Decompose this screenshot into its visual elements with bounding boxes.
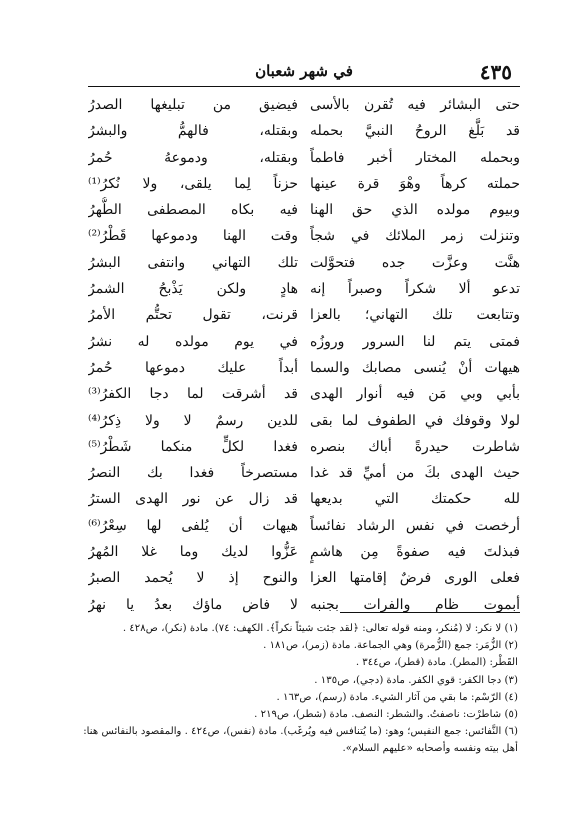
verse-second-hemistich: قد زال عن نور الهدى السترُ [88,491,298,508]
verse-first-hemistich: لولا وقوفك في الطفوف لما بقى [310,412,520,429]
verse-second-hemistich: وبقتله، فالهمُّ والبشرُ [88,123,298,140]
verse-second-hemistich: مستصرخاً فغدا بك النصرُ [88,465,298,482]
verse-first-hemistich: حملته كرهاً وهْوَ قرة عينها [310,175,520,192]
poem-left-column [88,92,298,618]
verse-second-hemistich: فيضيق من تبليغها الصدرُ [88,97,298,113]
verse-first-hemistich: لله حكمتك التي بديعها [310,491,520,508]
verse-second-hemistich: والنوح إذ لا يُحمد الصبرُ [88,570,298,587]
verse-first-hemistich: قد بَلَّغ الروحُ النبيَّ بحمله [310,123,520,140]
verse-second-hemistich: وبقتله، ودموعهُ حُمرُ [88,149,298,166]
verse-first-hemistich: شاطرت حيدرةً أباك بنصره [310,438,520,455]
verse-first-hemistich: أبموت ظام والفرات بجنبه [310,596,520,613]
verse-first-hemistich: وبحمله المختار أخبر فاطماً [310,149,520,166]
footnote-divider [340,612,520,613]
footnote: (٥) شاطرْت: ناصفتُ. والشطر: النصف. مادة (شطر)، ص٢١٩ . [254,709,518,721]
poem [88,92,520,613]
footnote: (١) لا نكر: لا (مُنكر، ومنه قوله تعالى: ﴿لقد جئت شيئاً نكراً﴾. الكهف: ٧٤). مادة (نكر)، ص٤٢٨ . [122,623,518,634]
verse-second-hemistich: حزناً لِما يلقى، ولا نُكرُ⁽¹⁾ [88,175,298,192]
verse-first-hemistich: وتنزلت زمر الملائك في شجاً [310,228,520,245]
verse-first-hemistich: حتى البشائر فيه تُقرن بالأسى [310,97,520,113]
verse-first-hemistich: فمتى يتم لنا السرور وروزُه [310,333,520,350]
verse-first-hemistich: وتتابعت تلك التهاني؛ بالعزا [310,307,520,324]
running-title: في شهر شعبان [255,62,353,80]
verse-first-hemistich: بأبي وبي مَن فيه أنوار الهدى [310,386,520,403]
verse-second-hemistich: لا فاض ماؤك بعدُ يا نهرُ [88,596,298,613]
verse-first-hemistich: حيث الهدى بكَ من أميِّ قد غدا [310,465,520,482]
footnotes [80,620,518,758]
verse-second-hemistich: فيه بكاه المصطفى الطُّهرُ [88,202,298,219]
verse-first-hemistich: هنَّت وعزَّت جده فتحوَّلت [310,254,520,271]
verse-first-hemistich: وبيوم مولده الذي حق الهنا [310,202,520,219]
footnote: أهل بيته ونفسه وأصحابه «عليهم السلام». [342,743,518,755]
verse-first-hemistich: هيهات أنْ يُنسى مصابك والسما [310,359,520,376]
footnote: القَطْر: (المطر). مادة (قطر)، ص٣٤٤ . [355,657,518,669]
verse-second-hemistich: للدين رسمٌ لا ولا ذِكرُ⁽⁴⁾ [88,412,298,429]
verse-second-hemistich: هيهات أن يُلفى لها سِعْرُ⁽⁶⁾ [88,517,298,534]
footnote: (٣) دجا الكفر: قوي الكفر. مادة (دجي)، ص١٣٥ . [314,674,518,686]
verse-second-hemistich: وقت الهنا ودموعها قَطْرُ⁽²⁾ [88,228,298,245]
page-number: ٤٣٥ [479,60,512,84]
verse-second-hemistich: تلك التهاني وانتفى البشرُ [88,254,298,271]
footnote: (٦) النَّفائس: جمع النفيس؛ وهو: (ما يُتنافس فيه ويُرغَب). مادة (نفس)، ص٤٢٤ . والمقصود بالنفائس هنا: [83,726,518,738]
verse-second-hemistich: هادٍ ولكن يَذْبحُ الشمرُ [88,281,298,298]
verse-first-hemistich: فبذلتَ فيه صفوةً مِن هاشمٍ [310,544,520,561]
verse-first-hemistich: فعلى الورى فرضٌ إقامتها العزا [310,570,520,587]
verse-second-hemistich: قرنت، تقول تحتُّم الأمرُ [88,307,298,324]
verse-second-hemistich: قد أشرقت لما دجا الكفرُ⁽³⁾ [88,386,298,403]
header-divider [88,86,520,87]
verse-first-hemistich: تدعو ألا شكراً وصبراً إنه [310,281,520,298]
page-header [88,58,520,88]
poem-right-column [310,92,520,618]
verse-second-hemistich: فغدا لكلٍّ منكما شَطْرُ⁽⁵⁾ [88,438,298,455]
footnote: (٤) الرّسْم: ما بقي من آثار الشيء. مادة (رسم)، ص١٦٣ . [276,691,518,703]
footnote: (٢) الزُّمَر: جمع (الزُّمرة) وهي الجماعة. مادة (زمر)، ص١٨١ . [263,640,518,652]
verse-second-hemistich: أبداً عليك دموعها حُمرُ [88,359,298,376]
verse-second-hemistich: في يوم مولده له نشرُ [88,333,298,350]
verse-second-hemistich: عَزُّوا لديك وما غلا المُهرُ [88,544,298,561]
verse-first-hemistich: أرخصت في نفس الرشاد نفائساً [310,517,520,534]
